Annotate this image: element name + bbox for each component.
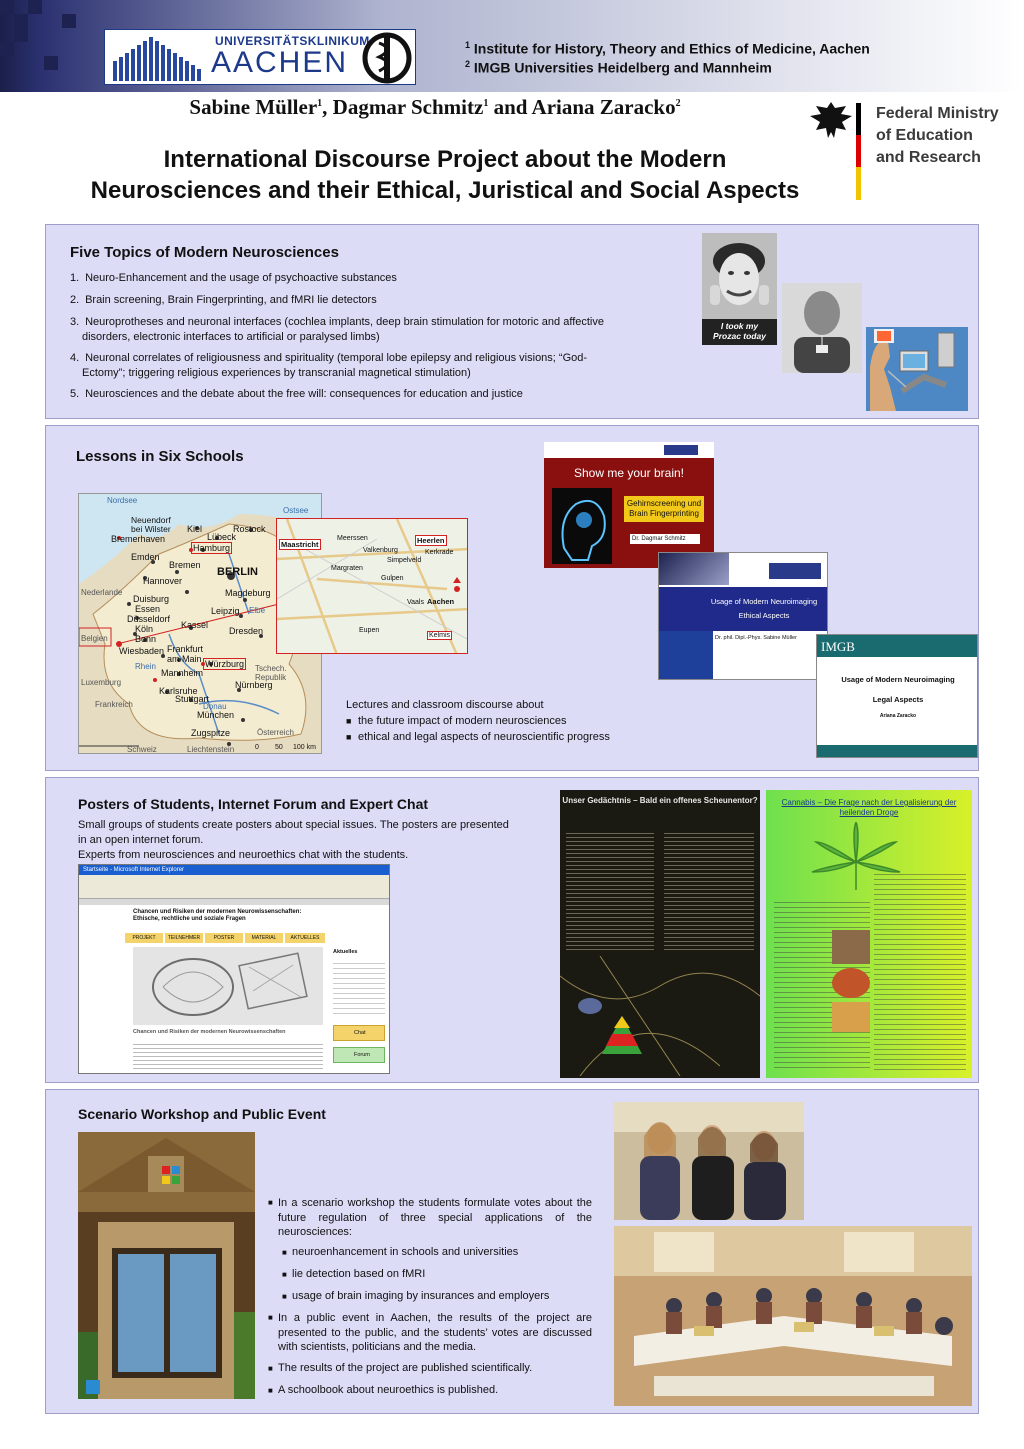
chat-button[interactable]: Chat xyxy=(333,1025,385,1041)
site-tabs xyxy=(125,933,329,943)
brain-scan-icon xyxy=(552,488,612,564)
project-team-photo xyxy=(614,1102,804,1220)
student-poster-cannabis xyxy=(766,790,972,1078)
prozac-caption: I took my Prozac today xyxy=(713,321,766,341)
map-label: Luxemburg xyxy=(81,678,122,687)
aesculapius-icon xyxy=(359,31,415,85)
classroom-workshop-photo xyxy=(614,1226,972,1406)
section-workshop-event xyxy=(45,1089,979,1414)
poster-title: Unser Gedächtnis – Bald ein offenes Scheunentor? xyxy=(562,796,758,805)
affiliation-1: $^1$ Institute for History, Theory and Ethics of Medicine, Aachen xyxy=(465,40,870,57)
aachen-inset-map xyxy=(276,518,468,654)
map-label: Donau xyxy=(203,702,227,711)
university-logo xyxy=(104,29,416,85)
workshop-subitem: ■ neuroenhancement in schools and universities xyxy=(282,1246,519,1258)
map-city: Duisburg xyxy=(133,594,170,604)
forum-website-screenshot xyxy=(78,864,390,1074)
tab-projekt[interactable]: PROJEKT xyxy=(125,933,163,943)
workshop-subitem: ■ lie detection based on fMRI xyxy=(282,1268,426,1280)
section-title: Scenario Workshop and Public Event xyxy=(78,1106,326,1122)
map-city: Dresden xyxy=(229,626,264,636)
decor-square xyxy=(0,42,14,56)
section-six-schools xyxy=(45,425,979,771)
implant-photo xyxy=(782,283,862,373)
eagle-icon xyxy=(808,98,854,144)
map-city: Köln xyxy=(135,624,154,634)
slide-show-me-your-brain xyxy=(544,442,714,568)
neuroprosthesis-image xyxy=(866,327,968,411)
topic-item: 5. Neurosciences and the debate about the free will: consequences for education and justice xyxy=(70,388,523,400)
topic-item: 4. Neuronal correlates of religiousness and spirituality (temporal lobe epilepsy and religious visions; “God- Ectomy”; triggering religious experiences by transcranial magnetical stimulation) xyxy=(70,352,588,379)
map-city: Zugspitze xyxy=(191,728,231,738)
map-city: BERLIN xyxy=(217,566,258,578)
student-poster-memory xyxy=(560,790,760,1078)
authors-line: Sabine Müller$^1$, Dagmar Schmitz$^1$ and Ariana Zaracko$^2$ xyxy=(189,95,681,119)
map-city: Bremen xyxy=(169,560,201,570)
map-city: Valkenburg xyxy=(363,547,398,554)
lessons-bullet: ■ ethical and legal aspects of neuroscientific progress xyxy=(346,731,610,743)
map-city: Würzburg xyxy=(205,659,245,669)
map-city: München xyxy=(197,710,235,720)
map-label: Nederlande xyxy=(81,588,123,597)
workshop-item: ■ In a scenario workshop the students formulate votes about the future regulation of three special applications of the neurosciences: xyxy=(268,1197,592,1238)
map-city: Simpelveld xyxy=(387,557,422,564)
workshop-item: ■ The results of the project are published scientifically. xyxy=(268,1362,533,1374)
slide-title: Usage of Modern Neuroimaging xyxy=(710,597,818,606)
map-city: Lübeck xyxy=(207,532,237,542)
forum-button[interactable]: Forum xyxy=(333,1047,385,1063)
slide-title: Usage of Modern Neuroimaging xyxy=(841,675,955,684)
map-city: Mannheim xyxy=(161,668,204,678)
slide-neuroimaging-legal xyxy=(816,634,978,758)
sidebar-aktuelles: Aktuelles xyxy=(333,949,358,955)
map-city: Bremerhaven xyxy=(111,534,166,544)
map-city: Margraten xyxy=(331,565,363,572)
section-title: Five Topics of Modern Neurosciences xyxy=(70,244,339,261)
map-city: Maastricht xyxy=(281,540,319,549)
map-label: Österreich xyxy=(257,728,294,737)
decor-square xyxy=(14,14,28,28)
slide-title: Show me your brain! xyxy=(573,466,685,480)
map-city: Stuttgart xyxy=(175,694,210,704)
slide-subtitle: Legal Aspects xyxy=(872,695,924,704)
browser-titlebar: Startseite - Microsoft Internet Explorer xyxy=(79,865,390,875)
slide-author: Ariana Zaracko xyxy=(879,713,917,719)
slide-subtitle: Gehirnscreening und Brain Fingerprinting xyxy=(624,496,704,522)
tab-aktuelles[interactable]: AKTUELLES xyxy=(285,933,325,943)
section-title: Lessons in Six Schools xyxy=(76,448,244,465)
map-city: Nürnberg xyxy=(235,680,273,690)
slide-subtitle: Ethical Aspects xyxy=(738,611,790,620)
map-city: Aachen xyxy=(427,597,455,606)
lessons-intro: Lectures and classroom discourse about xyxy=(346,699,544,711)
topic-item: 2. Brain screening, Brain Fingerprinting, and fMRI lie detectors xyxy=(70,294,377,306)
logo-line-2: AACHEN xyxy=(211,46,349,79)
map-label: Tschech. Republik xyxy=(255,664,287,682)
map-city: Heerlen xyxy=(417,536,445,545)
map-label: Frankreich xyxy=(95,700,133,709)
map-label: Rhein xyxy=(135,662,156,671)
site-subheadline: Chancen und Risiken der modernen Neurowissenschaften xyxy=(133,1029,286,1035)
poster-title: International Discourse Project about the Modern Neurosciences and their Ethical, Juristical and Social Aspects xyxy=(90,146,800,204)
map-city: Kerkrade xyxy=(425,549,454,556)
decor-square xyxy=(28,0,42,14)
map-label: Belgien xyxy=(81,634,108,643)
map-label: Liechtenstein xyxy=(187,745,235,754)
section-posters-forum xyxy=(45,777,979,1083)
workshop-subitem: ■ usage of brain imaging by insurances and employers xyxy=(282,1290,550,1302)
brain-network-image xyxy=(133,947,323,1025)
map-scale: 0 xyxy=(255,744,259,751)
posters-description: Small groups of students create posters about special issues. The posters are presented in an open internet forum. Experts from neurosciences and neuroethics chat with the students. xyxy=(78,819,509,861)
section-five-topics xyxy=(45,224,979,419)
map-city: Kelmis xyxy=(429,632,451,639)
decor-square xyxy=(44,56,58,70)
site-headline: Chancen und Risiken der modernen Neurowissenschaften: Ethische, rechtliche und soziale Fragen xyxy=(133,909,302,922)
map-label: Elbe xyxy=(249,606,266,615)
map-city: Vaals xyxy=(407,599,424,606)
map-label: Ostsee xyxy=(283,506,309,515)
tab-material[interactable]: MATERIAL xyxy=(245,933,283,943)
map-city: Gulpen xyxy=(381,575,404,582)
slide-author: Dr. Dagmar Schmitz xyxy=(630,534,700,544)
map-city: Karlsruhe xyxy=(159,686,198,696)
slide-neuroimaging-ethics xyxy=(658,552,828,680)
tab-poster[interactable]: POSTER xyxy=(205,933,243,943)
decor-square xyxy=(62,14,76,28)
map-city: Frankfurt am Main xyxy=(167,644,204,664)
map-city: Emden xyxy=(131,552,160,562)
building-icon xyxy=(107,31,207,85)
map-city: Wiesbaden xyxy=(119,646,165,656)
map-label: Schweiz xyxy=(127,745,157,754)
school-building-photo xyxy=(78,1132,255,1399)
tab-teilnehmer[interactable]: TEILNEHMER xyxy=(165,933,203,943)
ministry-logo-text: Federal Ministry of Education and Research xyxy=(876,105,999,166)
map-city: Eupen xyxy=(359,627,380,634)
decor-square xyxy=(0,0,14,14)
map-city: Kassel xyxy=(181,620,209,630)
workshop-item: ■ In a public event in Aachen, the results of the project are presented to the public, and the students’ votes are discussed with scientists, politicians and the media. xyxy=(268,1312,592,1353)
map-city: Essen xyxy=(135,604,161,614)
map-city: Leipzig xyxy=(211,606,240,616)
prozac-photo xyxy=(702,233,777,345)
poster-title: Cannabis – Die Frage nach der Legalisierung der heilenden Droge xyxy=(781,798,957,817)
map-scale: 50 xyxy=(275,744,283,751)
map-city: Neuendorf bei Wilster xyxy=(131,515,171,534)
affiliation-2: $^2$ IMGB Universities Heidelberg and Mannheim xyxy=(465,59,772,76)
map-city: Kiel xyxy=(187,524,203,534)
map-city: Düsseldorf xyxy=(127,614,171,624)
section-title: Posters of Students, Internet Forum and Expert Chat xyxy=(78,796,429,812)
map-city: Hannover xyxy=(143,576,183,586)
map-scale: 100 km xyxy=(293,744,316,751)
slide-author: Dr. phil. Dipl.-Phys. Sabine Müller xyxy=(715,635,797,641)
map-city: Magdeburg xyxy=(225,588,271,598)
topic-item: 1. Neuro-Enhancement and the usage of psychoactive substances xyxy=(70,272,397,284)
workshop-item: ■ A schoolbook about neuroethics is published. xyxy=(268,1384,499,1396)
topic-item: 3. Neuroprotheses and neuronal interfaces (cochlea implants, deep brain stimulation for motoric and affective disorders, electronic interfaces to artificial or paralysed limbs) xyxy=(70,316,604,343)
map-city: Rostock xyxy=(233,524,266,534)
map-city: Bonn xyxy=(135,634,157,644)
imgb-logo: IMGB xyxy=(821,639,855,654)
map-city: Hamburg xyxy=(193,543,231,553)
decor-square xyxy=(14,28,28,42)
lessons-bullet: ■ the future impact of modern neurosciences xyxy=(346,715,567,727)
map-label: Nordsee xyxy=(107,496,138,505)
flag-bar xyxy=(856,103,861,200)
map-city: Meerssen xyxy=(337,535,368,542)
logo-line-1: UNIVERSITÄTSKLINIKUM xyxy=(215,34,370,48)
